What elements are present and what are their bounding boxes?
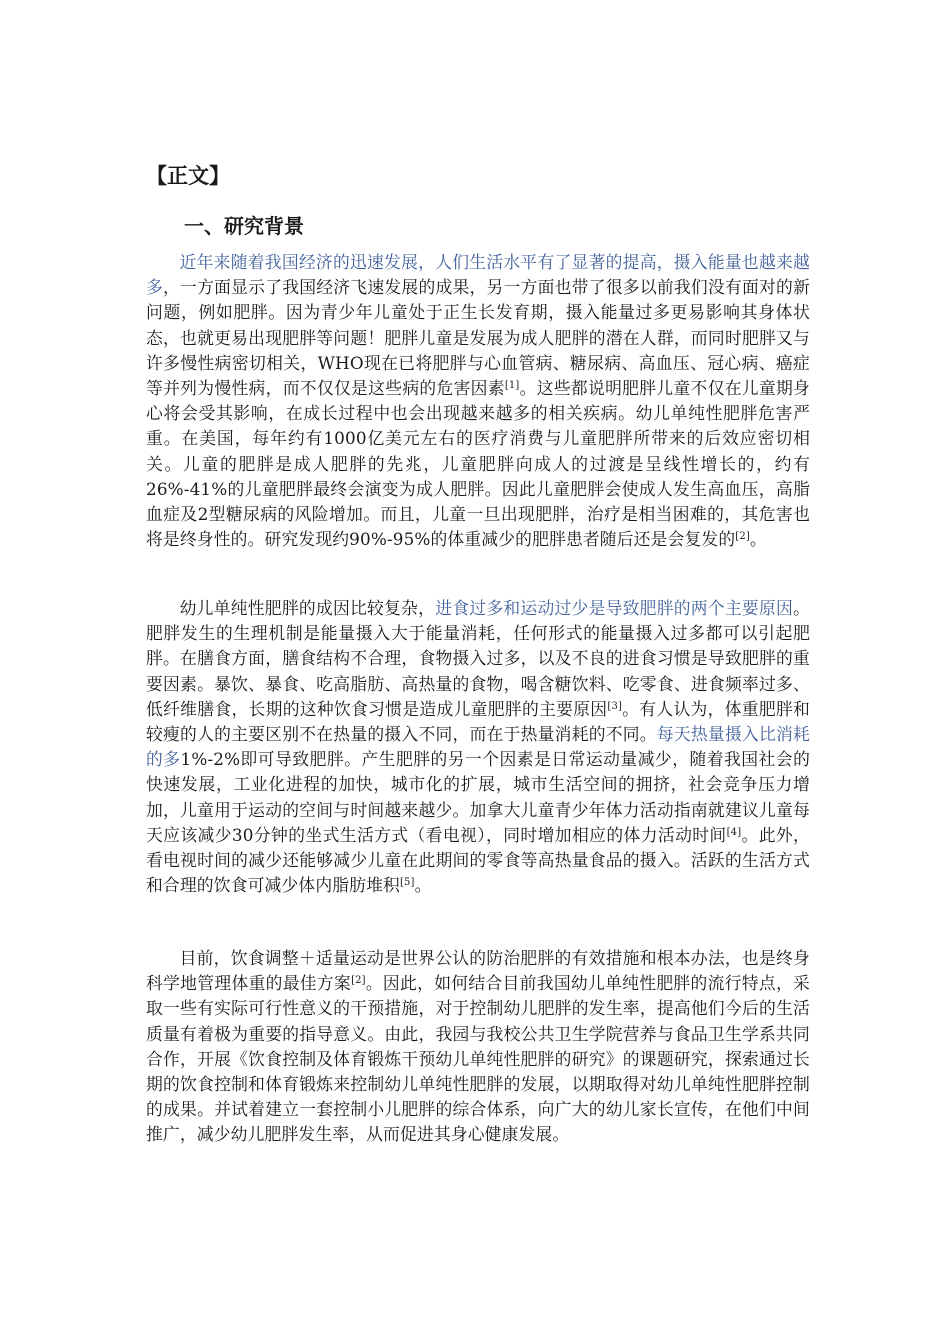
paragraph-text: 。肥胖发生的生理机制是能量摄入大于能量消耗，任何形式的能量摄入过多都可以引起肥胖。在膳食方面，膳食结构不合理，食物摄入过多，以及不良的进食习惯是导致肥胖的重要因素。暴饮、暴食、吃高脂肪、高热量的食物，喝含糖饮料、吃零食、进食频率过多、低纤维膳食，长期的这种饮食习惯是造成儿童肥胖的主要原因 <box>146 598 810 719</box>
paragraph-text: 。此外，看电视时间的减少还能够减少儿童在此期间的零食等高热量食品的摄入。活跃的生活方式和合理的饮食可减少体内脂肪堆积 <box>146 824 810 896</box>
paragraph-text: 。这些都说明肥胖儿童不仅在儿童期身心将会受其影响，在成长过程中也会出现越来越多的相关疾病。幼儿单纯性肥胖危害严重。在美国，每年约有1000亿美元左右的医疗消费与儿童肥胖所带来的后效应密切相关。儿童的肥胖是成人肥胖的先兆，儿童肥胖向成人的过渡是呈线性增长的，约有26%-41%的儿童肥胖最终会演变为成人肥胖。因此儿童肥胖会使成人发生高血压，高脂血症及2型糖尿病的风险增加。而且，儿童一旦出现肥胖，治疗是相当困难的，其危害也将是终身性的。研究发现约90%-95%的体重减少的肥胖患者随后还是会复发的 <box>146 378 810 550</box>
paragraph-text: 。 <box>414 875 432 896</box>
highlighted-text: 进食过多和运动过少是导致肥胖的两个主要原因 <box>435 598 794 618</box>
paragraph-1 <box>146 250 810 552</box>
paragraph-text: 。因此，如何结合目前我国幼儿单纯性肥胖的流行特点，采取一些有实际可行性意义的干预措施，对于控制幼儿肥胖的发生率，提高他们今后的生活质量有着极为重要的指导意义。由此，我园与我校公共卫生学院营养与食品卫生学系共同合作，开展《饮食控制及体育锻炼干预幼儿单纯性肥胖的研究》的课题研究，探索通过长期的饮食控制和体育锻炼来控制幼儿单纯性肥胖的发展，以期取得对幼儿单纯性肥胖控制的成果。并试着建立一套控制小儿肥胖的综合体系，向广大的幼儿家长宣传，在他们中间推广，减少幼儿肥胖发生率，从而促进其身心健康发展。 <box>146 973 810 1145</box>
citation-ref: [2] <box>735 531 750 543</box>
paragraph-text: 目前，饮食调整＋适量运动是世界公认的防治肥胖的有效措施和根本办法，也是终身科学地管理体重的最佳方案 <box>146 948 810 994</box>
paragraph-text: 1%-2%即可导致肥胖。产生肥胖的另一个因素是日常运动量减少，随着我国社会的快速发展，工业化进程的加快，城市化的扩展，城市生活空间的拥挤，社会竞争压力增加，儿童用于运动的空间与时间越来越少。加拿大儿童青少年体力活动指南就建议儿童每天应该减少30分钟的坐式生活方式（看电视），同时增加相应的体力活动时间 <box>146 749 810 845</box>
citation-ref: [2] <box>351 975 366 987</box>
paragraph-text: ，一方面显示了我国经济飞速发展的成果，另一方面也带了很多以前我们没有面对的新问题，例如肥胖。因为青少年儿童处于正生长发育期，摄入能量过多更易影响其身体状态，也就更易出现肥胖等问题！肥胖儿童是发展为成人肥胖的潜在人群，而同时肥胖又与许多慢性病密切相关，WHO现在已将肥胖与心血管病、糖尿病、高血压、冠心病、癌症等并列为慢性病，而不仅仅是这些病的危害因素 <box>146 277 810 399</box>
citation-ref: [1] <box>504 380 520 392</box>
citation-ref: [3] <box>607 700 623 712</box>
citation-ref: [5] <box>399 877 415 889</box>
paragraph-text: 。 <box>749 529 767 550</box>
section-heading: 一、研究背景 <box>184 214 304 238</box>
citation-ref: [4] <box>726 826 742 838</box>
highlighted-text: 近年来随着我国经济的迅速发展，人们生活水平有了显著的提高，摄入能量也越来越多 <box>146 252 810 298</box>
paragraph-text: 。有人认为，体重肥胖和较瘦的人的主要区别不在热量的摄入不同，而在于热量消耗的不同。 <box>146 698 810 745</box>
paragraph-2 <box>146 596 810 898</box>
main-heading: 【正文】 <box>146 164 230 188</box>
highlighted-text: 每天热量摄入比消耗的多 <box>146 724 810 770</box>
paragraph-3 <box>146 946 810 1148</box>
paragraph-text: 幼儿单纯性肥胖的成因比较复杂， <box>179 598 436 618</box>
